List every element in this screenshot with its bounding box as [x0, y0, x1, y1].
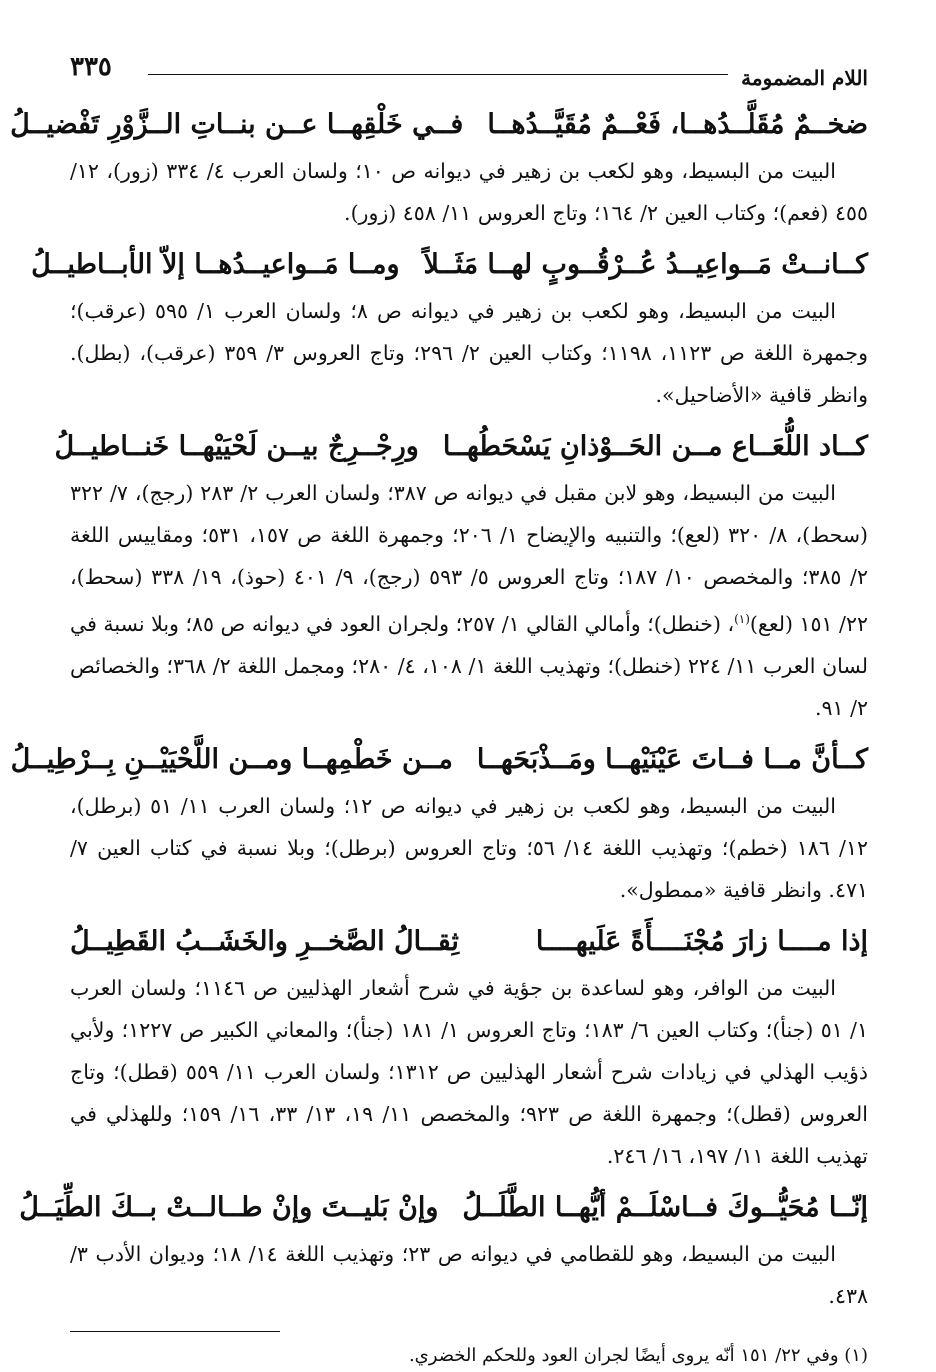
page-number: ٣٣٥	[70, 52, 112, 82]
verse-commentary: البيت من الوافر، وهو لساعدة بن جؤية في شرح أشعار الهذليين ص ١١٤٦؛ ولسان العرب ١/ ٥١ (جنأ)؛ وكتاب العين ٦/ ١٨٣؛ وتاج العروس ١/ ١٨١ (جنأ)؛ والمعاني الكبير ص ١٢٢٧؛ ولأبي ذؤيب الهذلي في زيادات شرح أشعار الهذليين ص ١٣١٢؛ ولسان العرب ١١/ ٥٥٩ (قطل)؛ وتاج العروس (قطل)؛ وجمهرة اللغة ص ٩٢٣؛ والمخصص ١١/ ١٩، ١٣/ ٣٣، ١٦/ ١٥٩؛ وللهذلي في تهذيب اللغة ١١/ ١٩٧، ١٦/ ٢٤٦.	[70, 975, 868, 1168]
footnote-reference[interactable]: (١)	[734, 612, 750, 626]
verse-line	[70, 917, 868, 967]
verse-first-hemistich: إذا مــــا زارَ مُجْنَــــأَةً عَلَيهــــا	[535, 925, 868, 957]
page-header	[70, 48, 868, 100]
section-title: اللام المضمومة	[741, 66, 868, 90]
verse-line	[31, 240, 868, 290]
verse-second-hemistich: وإنْ بَليــتَ وإنْ طــالــتْ بــكَ الطِّيَــلُ	[19, 1191, 439, 1223]
verse-commentary: البيت من البسيط، وهو لكعب بن زهير في ديوانه ص ١٢؛ ولسان العرب ١١/ ٥١ (برطل)، ١٢/ ١٨٦ (خطم)؛ وتهذيب اللغة ١٤/ ٥٦؛ وتاج العروس (برطل)؛ وبلا نسبة في كتاب العين ٧/ ٤٧١. وانظر قافية «ممطول».	[70, 793, 868, 902]
verse-entry	[31, 240, 868, 416]
verse-second-hemistich: مــن خَطْمِهــا ومــن اللَّحْيَيْــنِ بِــرْطِيــلُ	[10, 743, 453, 775]
verse-entry	[10, 100, 868, 234]
verse-first-hemistich: إنّــا مُحَيُّــوكَ فــاسْلَــمْ أيُّهــا الطَّلَــلُ	[462, 1191, 868, 1223]
verse-line	[10, 100, 868, 150]
verse-entry	[19, 1183, 868, 1317]
verse-first-hemistich: ضخــمٌ مُقَلَّــدُهــا، فَعْــمٌ مُقَيَّــدُهــا	[487, 109, 868, 140]
commentary-text-continued: ، (خنطل)؛ وأمالي القالي ١/ ٢٥٧؛ ولجران العود في ديوانه ص ٨٥؛ وبلا نسبة في لسان العرب ١١/ ٢٢٤ (خنطل)؛ وتهذيب اللغة ١/ ١٠٨، ٤/ ٢٨٠؛ ومجمل اللغة ٢/ ٣٦٨؛ والخصائص ٢/ ٩١.	[70, 611, 868, 720]
verse-entry	[54, 422, 868, 729]
verse-entry	[70, 917, 868, 1177]
verse-commentary: البيت من البسيط، وهو لكعب بن زهير في ديوانه ص ١٠؛ ولسان العرب ٤/ ٣٣٤ (زور)، ١٢/ ٤٥٥ (فعم)؛ وكتاب العين ٢/ ١٦٤؛ وتاج العروس ١١/ ٤٥٨ (زور).	[70, 159, 868, 225]
footnote: (١) وفي ٢٢/ ١٥١ أنّه يروى أيضًا لجران العود وللحكم الخضري.	[408, 1344, 868, 1366]
header-rule	[148, 74, 728, 75]
verse-first-hemistich: كــاد اللُّعَــاع مــن الحَــوْذانِ يَسْحَطُهــا	[442, 431, 868, 462]
verse-line	[54, 422, 868, 472]
verse-commentary: البيت من البسيط، وهو لكعب بن زهير في ديوانه ص ٨؛ ولسان العرب ١/ ٥٩٥ (عرقب)؛ وجمهرة اللغة ص ١١٢٣، ١١٩٨؛ وكتاب العين ٢/ ٢٩٦؛ وتاج العروس ٣/ ٣٥٩ (عرقب)، (بطل). وانظر قافية «الأضاحيل».	[70, 299, 868, 407]
verse-line	[10, 735, 868, 785]
footnote-divider	[70, 1331, 280, 1332]
verse-first-hemistich: كــأنَّ مــا فــاتَ عَيْنَيْهــا ومَــذْبَحَهــا	[476, 743, 868, 775]
verse-commentary: البيت من البسيط، وهو للقطامي في ديوانه ص ٢٣؛ وتهذيب اللغة ١٤/ ١٨؛ وديوان الأدب ٣/ ٤٣٨.	[70, 1241, 868, 1308]
verse-second-hemistich: فــي خَلْقِهــا عــن بنــاتِ الــزَّوْرِ تَفْضيــلُ	[10, 109, 464, 140]
verse-commentary	[70, 472, 868, 729]
verse-second-hemistich: ورِجْــرِجٌ بيــن لَحْيَيْهــا خَنــاطيــلُ	[54, 431, 419, 462]
verse-line	[19, 1183, 868, 1233]
verse-second-hemistich: ثِقــالُ الصَّخــرِ والخَشَــبُ القَطِيــلُ	[70, 925, 459, 957]
commentary-text: البيت من البسيط، وهو لابن مقبل في ديوانه ص ٣٨٧؛ ولسان العرب ٢/ ٢٨٣ (رجج)، ٧/ ٣٢٢ (سحط)، ٨/ ٣٢٠ (لعع)؛ والتنبيه والإيضاح ١/ ٢٠٦؛ وجمهرة اللغة ص ١٥٧، ٥٣١؛ ومقاييس اللغة ٢/ ٣٨٥؛ والمخصص ١٠/ ١٨٧؛ وتاج العروس ٥/ ٥٩٣ (رجج)، ٩/ ٤٠١ (حوذ)، ١٩/ ٣٣٨ (سحط)، ٢٢/ ١٥١ (لعع)	[70, 481, 868, 636]
verse-first-hemistich: كــانــتْ مَــواعِيــدُ عُــرْقُــوبٍ لهــا مَثَــلاً	[423, 249, 868, 280]
verse-second-hemistich: ومــا مَــواعيــدُهــا إلاّ الأبــاطيــلُ	[31, 249, 400, 280]
verse-entry	[10, 735, 868, 911]
